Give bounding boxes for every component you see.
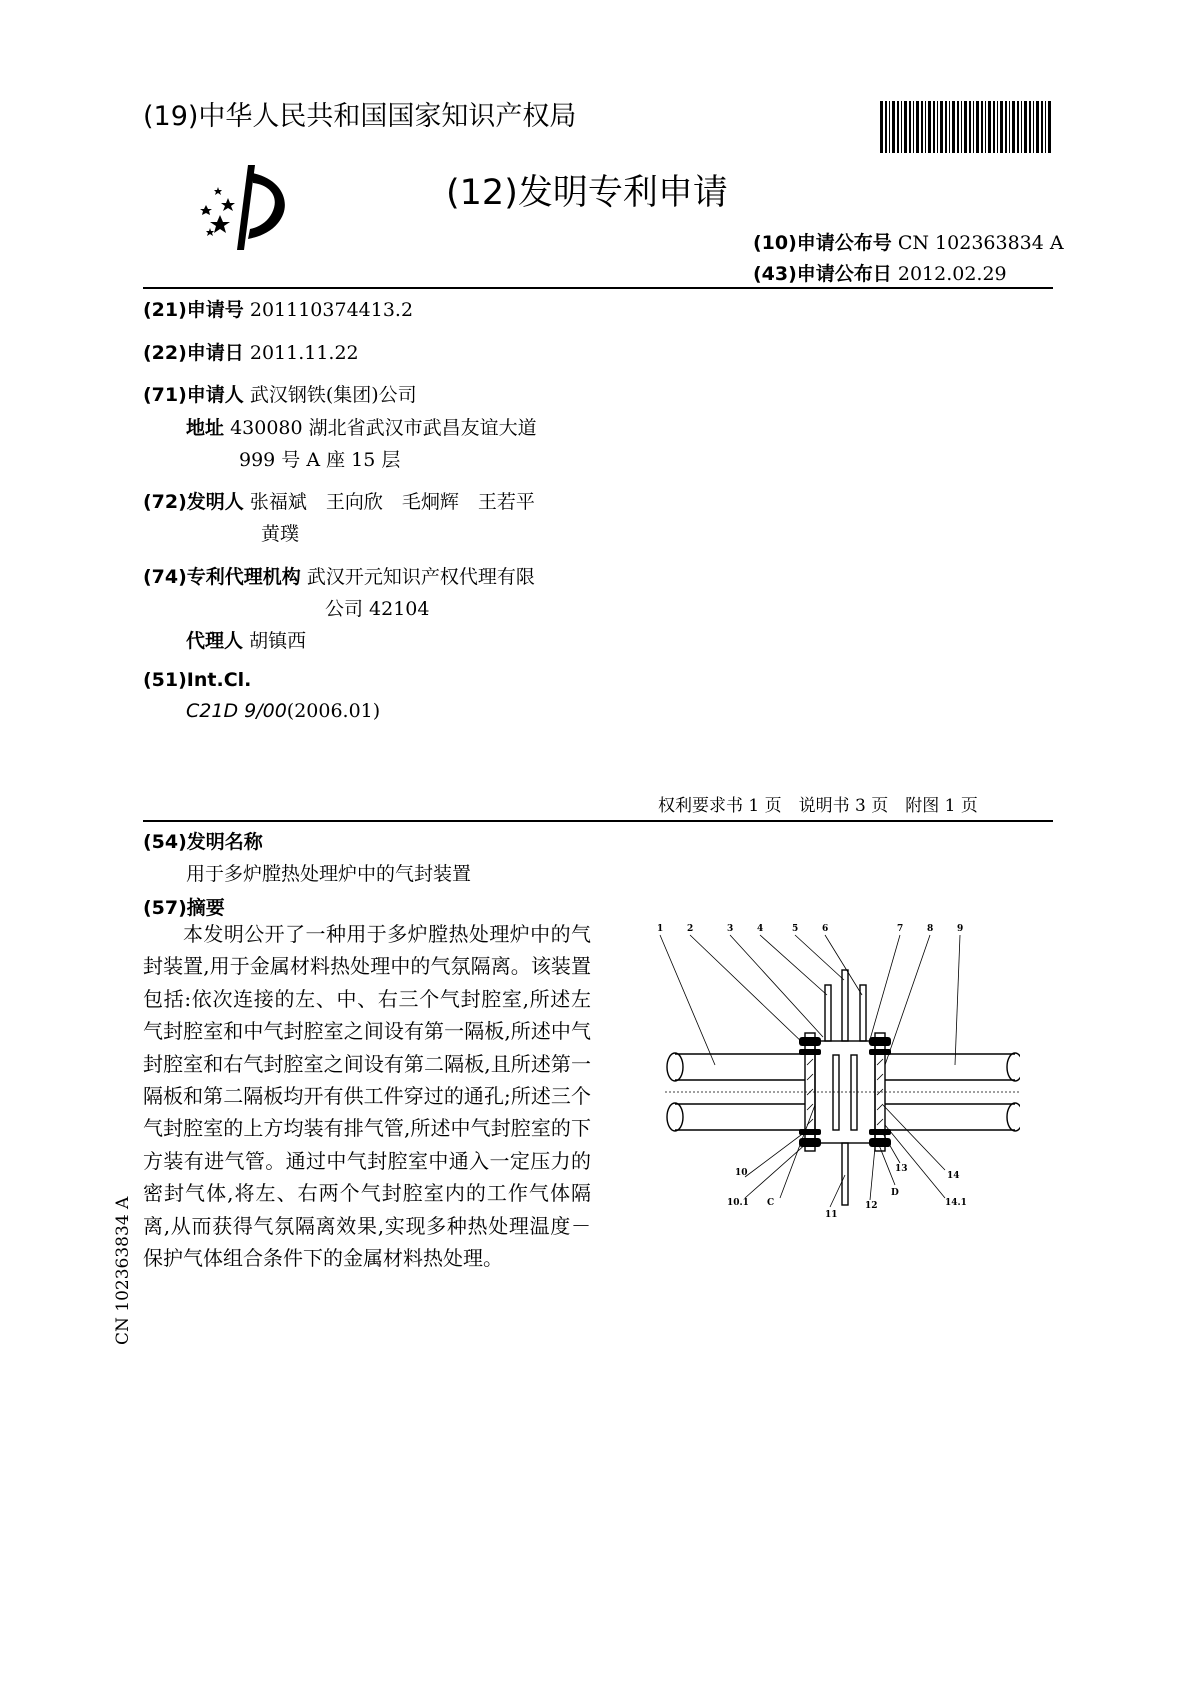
inventors-line-1: 张福斌 王向欣 毛炯辉 王若平 (249, 491, 535, 513)
fig-label-6: 6 (822, 924, 829, 934)
agent-label: 代理人 (186, 630, 244, 652)
barcode-bar (969, 101, 971, 153)
applicant-value: 武汉钢铁(集团)公司 (249, 384, 417, 406)
barcode-graphic (880, 101, 1055, 153)
barcode-bar (976, 101, 979, 153)
int-cl-code: C21D 9/00 (186, 700, 287, 722)
fig-label-10-1: 10.1 (727, 1198, 749, 1208)
barcode-bar (949, 101, 950, 153)
barcode-bar (993, 101, 995, 153)
barcode-bar (945, 101, 947, 153)
application-date (143, 338, 359, 365)
publication-date-value: 2012.02.29 (897, 263, 1007, 285)
fig-label-c: C (767, 1198, 775, 1208)
address-label: 地址 (186, 417, 225, 439)
application-number-value: 201110374413.2 (249, 299, 414, 321)
inventors-line-2: 黄璞 (261, 523, 300, 545)
fig-label-2: 2 (687, 924, 694, 934)
invention-title: 用于多炉膛热处理炉中的气封装置 (186, 863, 472, 885)
fig-label-10: 10 (735, 1168, 748, 1178)
barcode-bar (1048, 101, 1051, 153)
applicant-label: (71)申请人 (143, 384, 244, 406)
publication-number-value: CN 102363834 A (897, 232, 1064, 254)
barcode-bar (909, 101, 911, 153)
application-date-label: (22)申请日 (143, 342, 244, 364)
barcode-bar (1021, 101, 1022, 153)
header-divider (143, 287, 1053, 289)
patent-agency-line-1: 武汉开元知识产权代理有限 (306, 566, 535, 588)
patent-agency-label: (74)专利代理机构 (143, 566, 301, 588)
barcode-bar (988, 101, 991, 153)
barcode-bar (1012, 101, 1015, 153)
fig-label-3: 3 (727, 924, 734, 934)
barcode-bar (940, 101, 943, 153)
application-number-label: (21)申请号 (143, 299, 244, 321)
barcode-bar (904, 101, 907, 153)
patent-agency (143, 562, 535, 589)
barcode-bar (880, 101, 883, 153)
barcode-bar (1029, 101, 1031, 153)
abstract-label: (57)摘要 (143, 897, 225, 919)
barcode-bar (925, 101, 926, 153)
invention-title-label: (54)发明名称 (143, 831, 263, 853)
barcode-bar (1041, 101, 1043, 153)
application-number (143, 295, 413, 322)
int-cl (186, 700, 380, 722)
barcode-bar (901, 101, 902, 153)
int-cl-version: (2006.01) (286, 700, 381, 722)
office-name: (19)中华人民共和国国家知识产权局 (143, 101, 577, 132)
fig-label-8: 8 (927, 924, 934, 934)
barcode-bar (973, 101, 974, 153)
abstract-text: 本发明公开了一种用于多炉膛热处理炉中的气封装置,用于金属材料热处理中的气氛隔离。该装置包括:依次连接的左、中、右三个气封腔室,所述左气封腔室和中气封腔室之间设有第一隔板,所述中气封腔室和右气封腔室之间设有第二隔板,且所述第一隔板和第二隔板均开有供工件穿过的通孔;所述三个气封腔室的上方均装有排气管,所述中气封腔室的下方装有进气管。通过中气封腔室中通入一定压力的密封气体,将左、右两个气封腔室内的工作气体隔离,从而获得气氛隔离效果,实现多种热处理温度－保护气体组合条件下的金属材料热处理。 (143, 922, 591, 1271)
barcode-bar (985, 101, 986, 153)
cnipa-logo-icon (198, 165, 308, 250)
inventors-label: (72)发明人 (143, 491, 244, 513)
barcode-bar (1024, 101, 1027, 153)
int-cl-label: (51)Int.Cl. (143, 669, 252, 691)
address-line-1: 430080 湖北省武汉市武昌友谊大道 (230, 417, 537, 439)
barcode-bar (961, 101, 962, 153)
document-type: (12)发明专利申请 (446, 173, 728, 213)
barcode-bar (916, 101, 919, 153)
barcode-bar (921, 101, 923, 153)
publication-number-label: (10)申请公布号 (753, 232, 892, 254)
barcode-bar (981, 101, 983, 153)
barcode-bar (885, 101, 887, 153)
application-date-value: 2011.11.22 (249, 342, 359, 364)
agent (186, 626, 306, 653)
agent-value: 胡镇西 (249, 630, 307, 652)
fig-label-7: 7 (897, 924, 904, 934)
fig-label-4: 4 (757, 924, 764, 934)
barcode-bar (952, 101, 955, 153)
abstract-body (143, 918, 591, 1274)
fig-label-13: 13 (895, 1164, 908, 1174)
barcode-bar (964, 101, 967, 153)
barcode-bar (892, 101, 895, 153)
barcode (880, 101, 1055, 153)
barcode-bar (997, 101, 998, 153)
address-line-2: 999 号 A 座 15 层 (239, 449, 401, 471)
fig-label-d: D (891, 1188, 899, 1198)
figure-drawing (655, 915, 1020, 1225)
applicant (143, 380, 417, 407)
fig-label-11: 11 (825, 1210, 838, 1220)
publication-date (753, 259, 1007, 286)
fig-label-5: 5 (792, 924, 799, 934)
publication-number (753, 228, 1064, 255)
barcode-bar (913, 101, 914, 153)
address (186, 413, 537, 440)
barcode-bar (1005, 101, 1007, 153)
fig-label-1: 1 (657, 924, 664, 934)
barcode-bar (1017, 101, 1019, 153)
pages-divider (143, 820, 1053, 822)
barcode-bar (1033, 101, 1034, 153)
fig-label-12: 12 (865, 1201, 878, 1211)
patent-agency-line-2: 公司 42104 (325, 598, 430, 620)
fig-label-9: 9 (957, 924, 964, 934)
barcode-bar (937, 101, 938, 153)
barcode-bar (889, 101, 890, 153)
barcode-bar (933, 101, 935, 153)
fig-label-14: 14 (947, 1171, 960, 1181)
barcode-bar (1009, 101, 1010, 153)
pages-info: 权利要求书 1 页 说明书 3 页 附图 1 页 (658, 796, 978, 816)
barcode-bar (897, 101, 899, 153)
side-publication-number: CN 102363834 A (113, 1196, 133, 1345)
inventors (143, 487, 535, 514)
abstract-figure (655, 915, 1020, 1225)
barcode-bar (957, 101, 959, 153)
fig-label-14-1: 14.1 (945, 1198, 967, 1208)
publication-date-label: (43)申请公布日 (753, 263, 892, 285)
barcode-bar (928, 101, 931, 153)
barcode-bar (1045, 101, 1046, 153)
barcode-bar (1000, 101, 1003, 153)
barcode-bar (1036, 101, 1039, 153)
